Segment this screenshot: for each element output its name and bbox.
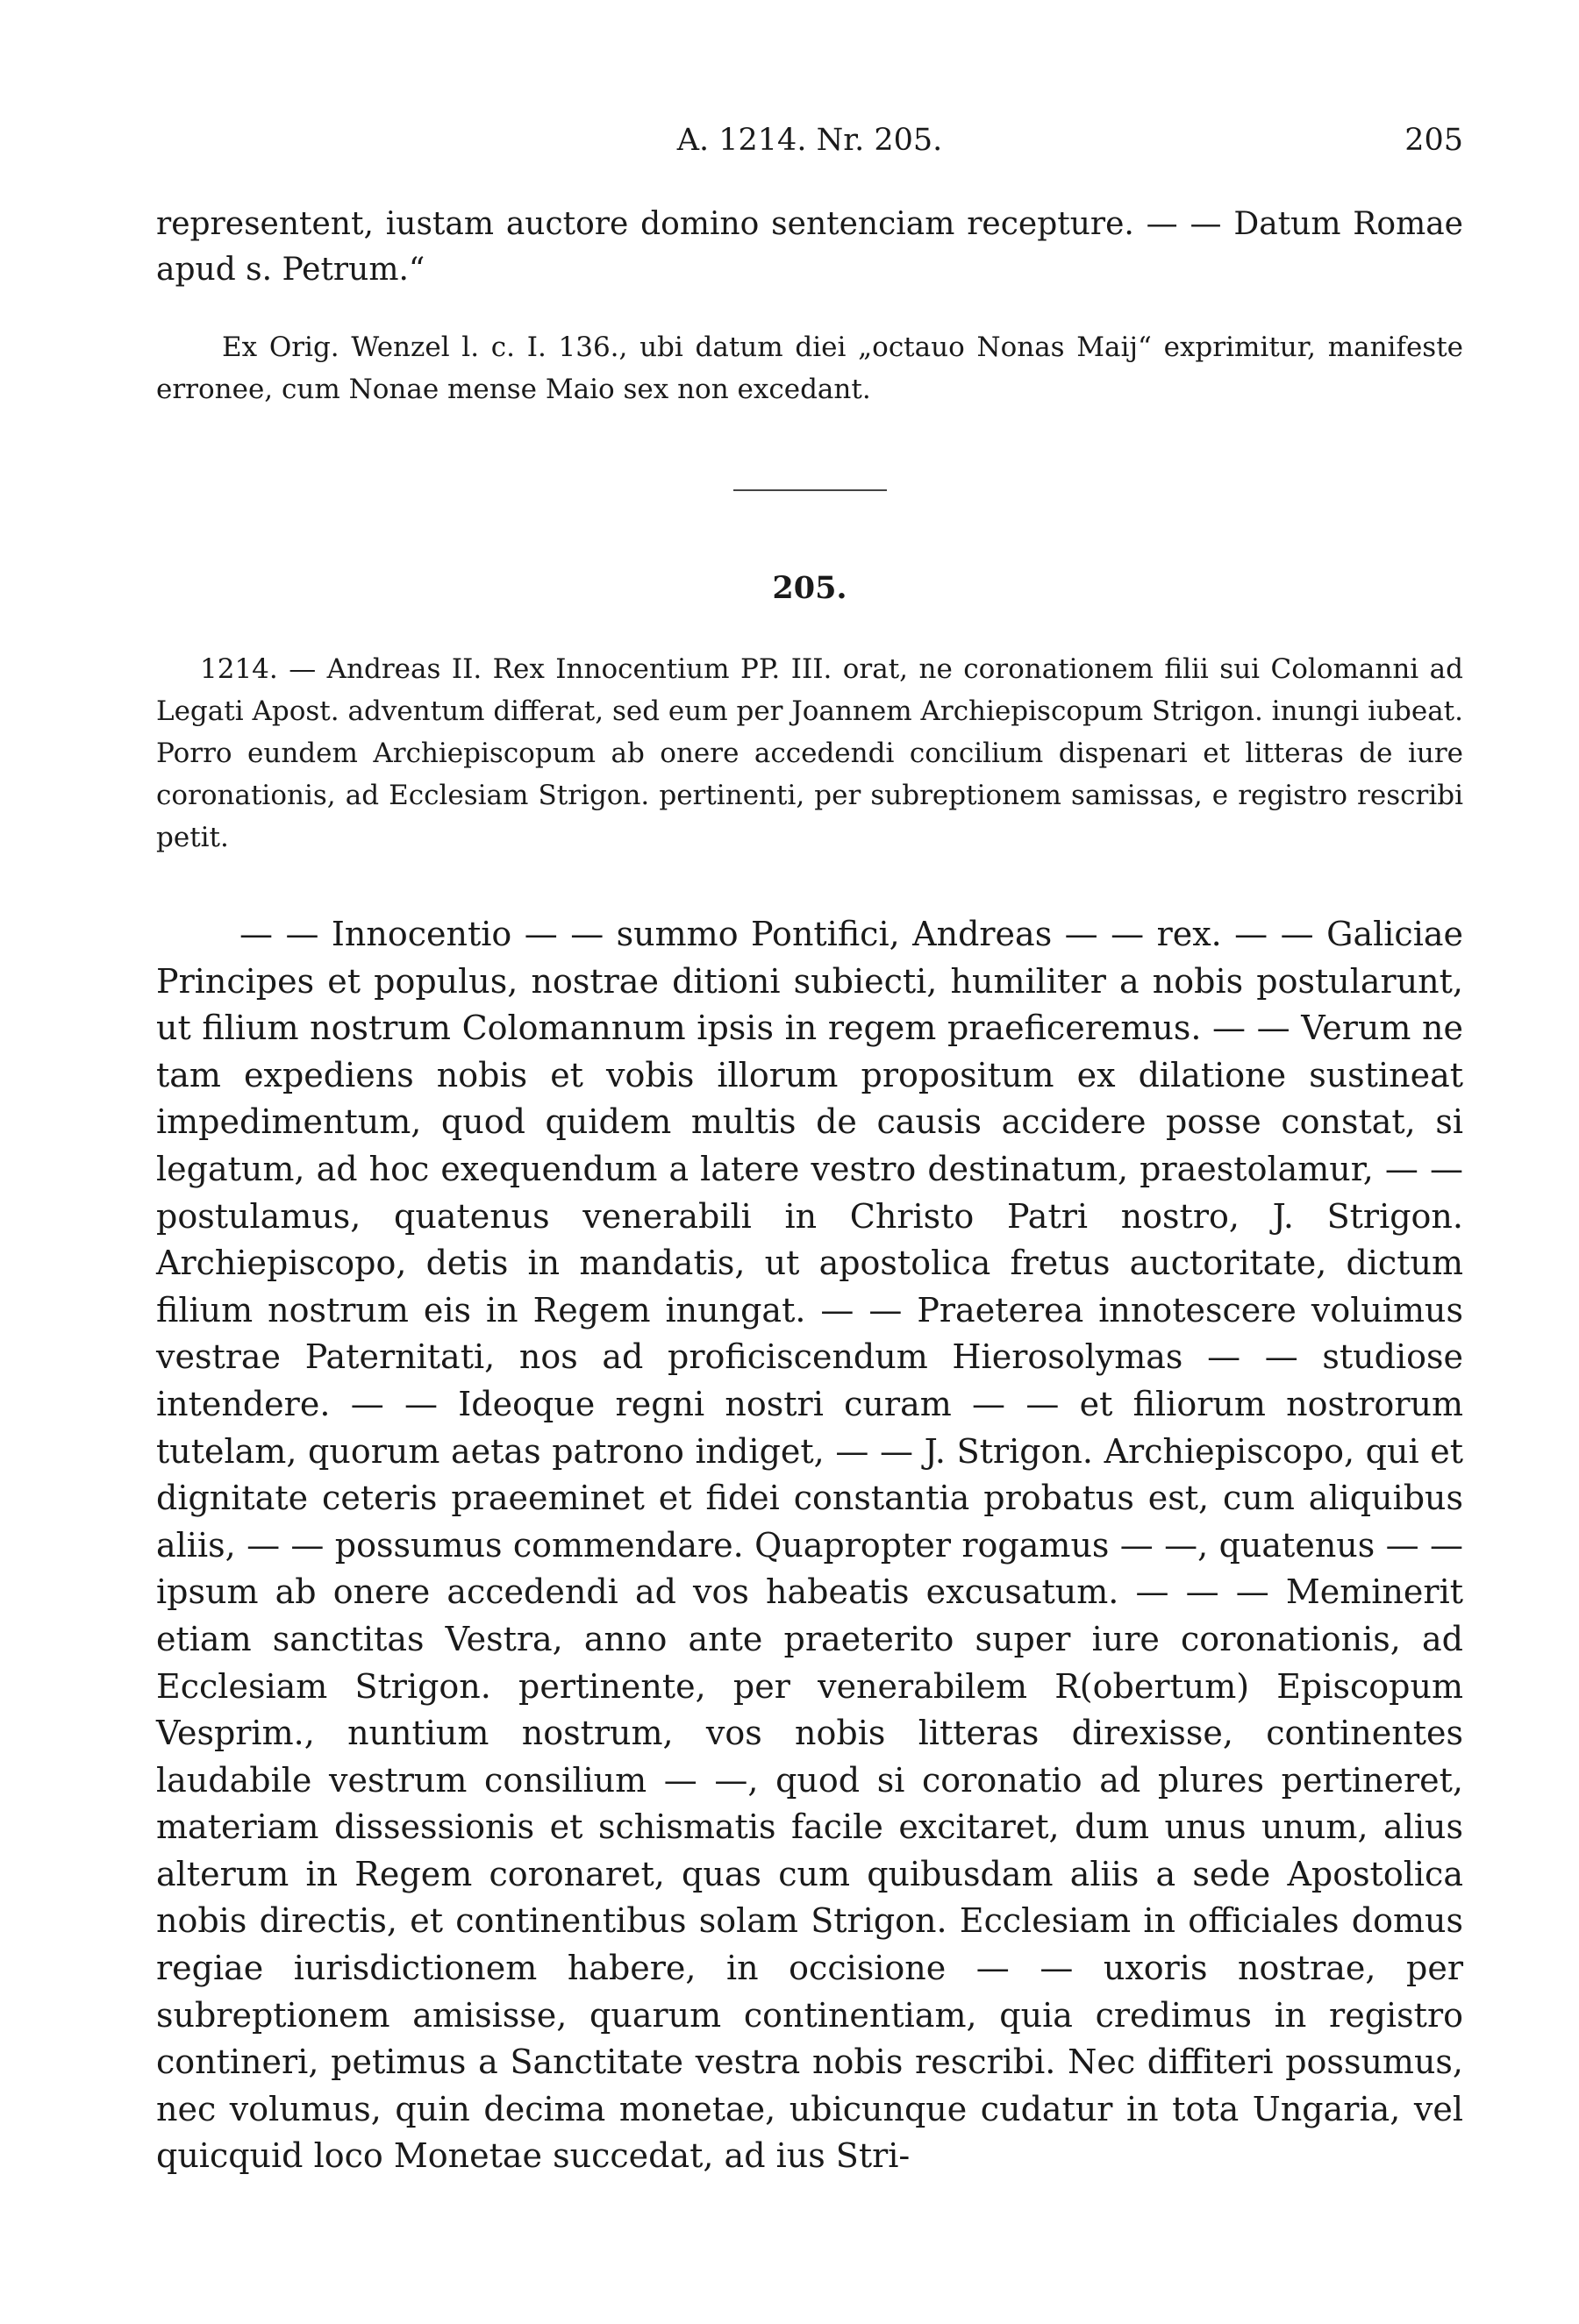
document-number: 205. [772, 570, 847, 606]
document-regest: 1214. — Andreas II. Rex Innocentium PP. III. orat, ne coronationem filii sui Colomanni ad Legati Apost. adventum differat, sed eum per Joannem Archiepiscopum Strigon. inungi iubeat. Porro eundem Archiepiscopum ab onere accedendi concilium dispenari et litteras de iure coronationis, ad Ecclesiam Strigon. pertinenti, per subreptionem samissas, e registro rescribi petit. [156, 653, 1463, 853]
section-divider [733, 489, 887, 491]
page-number: 205 [1404, 123, 1463, 158]
document-body-text: — — Innocentio — — summo Pontifici, Andreas — — rex. — — Galiciae Principes et populus, nostrae ditioni subiecti, humiliter a nobis postularunt, ut filium nostrum Colomannum ipsis in regem praeficeremus. — — Verum ne tam expediens nobis et vobis illorum propositum ex dilatione sustineat impedimentum, quod quidem multis de causis accidere posse constat, si legatum, ad hoc exequendum a latere vestro destinatum, praestolamur, — — postulamus, quatenus venerabili in Christo Patri nostro, J. Strigon. Archiepiscopo, detis in mandatis, ut apostolica fretus auctoritate, dictum filium nostrum eis in Regem inungat. — — Praeterea innotescere voluimus vestrae Paternitati, nos ad proficiscendum Hierosolymas — — studiose intendere. — — Ideoque regni nostri curam — — et filiorum nostrorum tutelam, quorum aetas patrono indiget, — — J. Strigon. Archiepiscopo, qui et dignitate ceteris praeeminet et fidei constantia probatus est, cum aliquibus aliis, — — possumus commendare. Quapropter rogamus — —, quatenus — — ipsum ab onere accedendi ad vos habeatis excusatum. — — — Meminerit etiam sanctitas Vestra, anno ante praeterito super iure coronationis, ad Ecclesiam Strigon. pertinente, per venerabilem R(obertum) Episcopum Vesprim., nuntium nostrum, vos nobis litteras direxisse, continentes laudabile vestrum consilium — —, quod si coronatio ad plures pertineret, materiam dissessionis et schismatis facile excitaret, dum unus unum, alius alterum in Regem coronaret, quas cum quibusdam aliis a sede Apostolica nobis directis, et continentibus solam Strigon. Ecclesiam in officiales domus regiae iurisdictionem habere, in occisione — — uxoris nostrae, per subreptionem amisisse, quarum continentiam, quia credimus in registro contineri, petimus a Sanctitate vestra nobis rescribi. Nec diffiteri possumus, nec volumus, quin decima monetae, ubicunque cudatur in tota Ungaria, vel quicquid loco Monetae succedat, ad ius Stri- [156, 915, 1463, 2176]
running-head [156, 123, 1463, 175]
previous-document-closing: representent, iustam auctore domino sentenciam recepture. — — Datum Romae apud s. Petrum.“ [156, 206, 1463, 288]
source-note: Ex Orig. Wenzel l. c. I. 136., ubi datum diei „octauo Nonas Maij“ exprimitur, manifeste erronee, cum Nonae mense Maio sex non excedant. [156, 331, 1463, 405]
document-page [156, 123, 1463, 2280]
running-title: A. 1214. Nr. 205. [676, 123, 943, 158]
